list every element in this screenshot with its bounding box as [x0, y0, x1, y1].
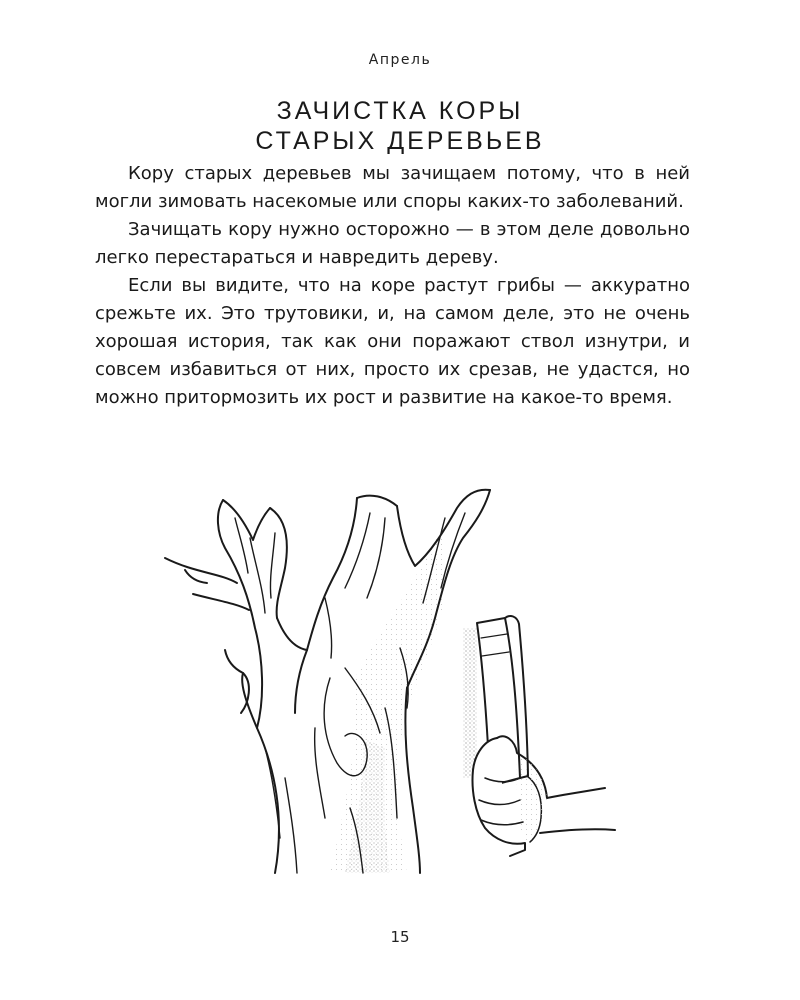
paragraph-1: Кору старых деревьев мы зачищаем потому, что в ней могли зимовать насекомые или споры каких-то заболеваний. [95, 163, 690, 212]
wire-brush-drawing [463, 616, 615, 856]
article-body [95, 160, 690, 412]
page-title-line-1: ЗАЧИСТКА КОРЫ [276, 97, 524, 125]
running-head: Апрель [368, 52, 432, 68]
page-title-line-2: СТАРЫХ ДЕРЕВЬЕВ [255, 127, 545, 155]
paragraph-2: Зачищать кору нужно осторожно — в этом деле довольно легко перестараться и навредить дереву. [95, 219, 690, 268]
paragraph-3: Если вы видите, что на коре растут грибы — аккуратно срежьте их. Это трутовики, и, на самом деле, это не очень хорошая история, так как они поражают ствол изнутри, и совсем избавиться от них, просто их срезав, не удастся, но можно притормозить их рост и развитие на какое-то время. [95, 275, 690, 408]
tree-with-wire-brush-illustration [145, 478, 645, 898]
page-title [0, 96, 800, 156]
page-number: 15 [390, 928, 410, 946]
tree-drawing [165, 490, 490, 873]
